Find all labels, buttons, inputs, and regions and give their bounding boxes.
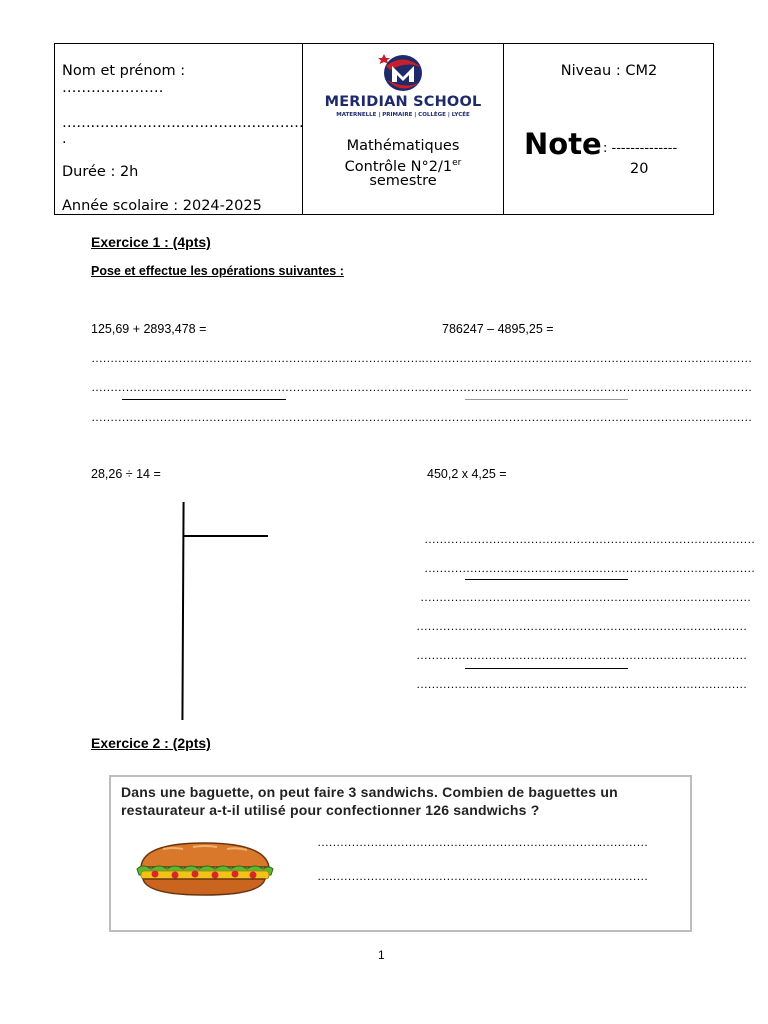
name-label: Nom et prénom : bbox=[62, 63, 186, 79]
exercise2-title: Exercice 2 : (2pts) bbox=[91, 735, 211, 751]
sandwich-illustration bbox=[133, 839, 275, 899]
school-levels: MATERNELLE | PRIMAIRE | COLLÈGE | LYCÉE bbox=[336, 112, 470, 118]
answer-line: …………………………………………………………………………… bbox=[416, 619, 747, 633]
answer-line: …………………………………………………………………………… bbox=[317, 869, 648, 883]
division-bracket-horizontal bbox=[183, 535, 268, 537]
problem-text: Dans une baguette, on peut faire 3 sandwichs. Combien de baguettes un restaurateur a-t-il utilisé pour confectionner 126 sandwichs ? bbox=[121, 784, 618, 818]
operation-rule bbox=[465, 399, 628, 400]
note-total: 20 bbox=[630, 161, 649, 177]
answer-line: …………………………………………………………………………… bbox=[421, 380, 752, 394]
name-dots: ………………… bbox=[62, 80, 164, 96]
header-table bbox=[54, 43, 714, 215]
exercise1-title: Exercice 1 : (4pts) bbox=[91, 234, 211, 250]
note-label: Note bbox=[524, 127, 602, 161]
answer-line: …………………………………………………………………………… bbox=[317, 835, 648, 849]
operation-division: 28,26 ÷ 14 = bbox=[91, 467, 161, 481]
answer-line: …………………………………………………………………………… bbox=[420, 590, 751, 604]
answer-line: …………………………………………………………………………… bbox=[416, 677, 747, 691]
school-name: MERIDIAN SCHOOL bbox=[324, 94, 482, 110]
operation-multiplication: 450,2 x 4,25 = bbox=[427, 467, 507, 481]
name-dots: . bbox=[62, 131, 67, 147]
answer-line: …………………………………………………………………………… bbox=[421, 410, 752, 424]
operation-rule bbox=[465, 579, 628, 580]
school-logo bbox=[372, 46, 432, 96]
answer-line: …………………………………………………………………………… bbox=[416, 648, 747, 662]
exam-title: Contrôle N°2/1er bbox=[344, 158, 462, 175]
note-separator: : -------------- bbox=[603, 141, 678, 156]
answer-line: …………………………………………………………………………… bbox=[91, 351, 422, 365]
answer-line: …………………………………………………………………………… bbox=[421, 351, 752, 365]
level: Niveau : CM2 bbox=[560, 63, 658, 79]
operation-subtraction: 786247 – 4895,25 = bbox=[442, 322, 554, 336]
duration: Durée : 2h bbox=[62, 164, 139, 180]
operation-rule bbox=[122, 399, 286, 400]
answer-line: …………………………………………………………………………… bbox=[424, 561, 755, 575]
exercise2-box bbox=[109, 775, 692, 932]
exercise1-instruction: Pose et effectue les opérations suivantes : bbox=[91, 264, 344, 278]
answer-line: …………………………………………………………………………… bbox=[91, 410, 422, 424]
semester: semestre bbox=[369, 173, 437, 189]
school-year: Année scolaire : 2024-2025 bbox=[62, 198, 262, 214]
operation-rule bbox=[465, 668, 628, 669]
subject: Mathématiques bbox=[346, 138, 460, 154]
answer-line: …………………………………………………………………………… bbox=[424, 532, 755, 546]
answer-line: …………………………………………………………………………… bbox=[91, 380, 422, 394]
operation-addition: 125,69 + 2893,478 = bbox=[91, 322, 207, 336]
name-dots: …………………………………………… bbox=[62, 115, 304, 131]
page-number: 1 bbox=[378, 948, 385, 962]
